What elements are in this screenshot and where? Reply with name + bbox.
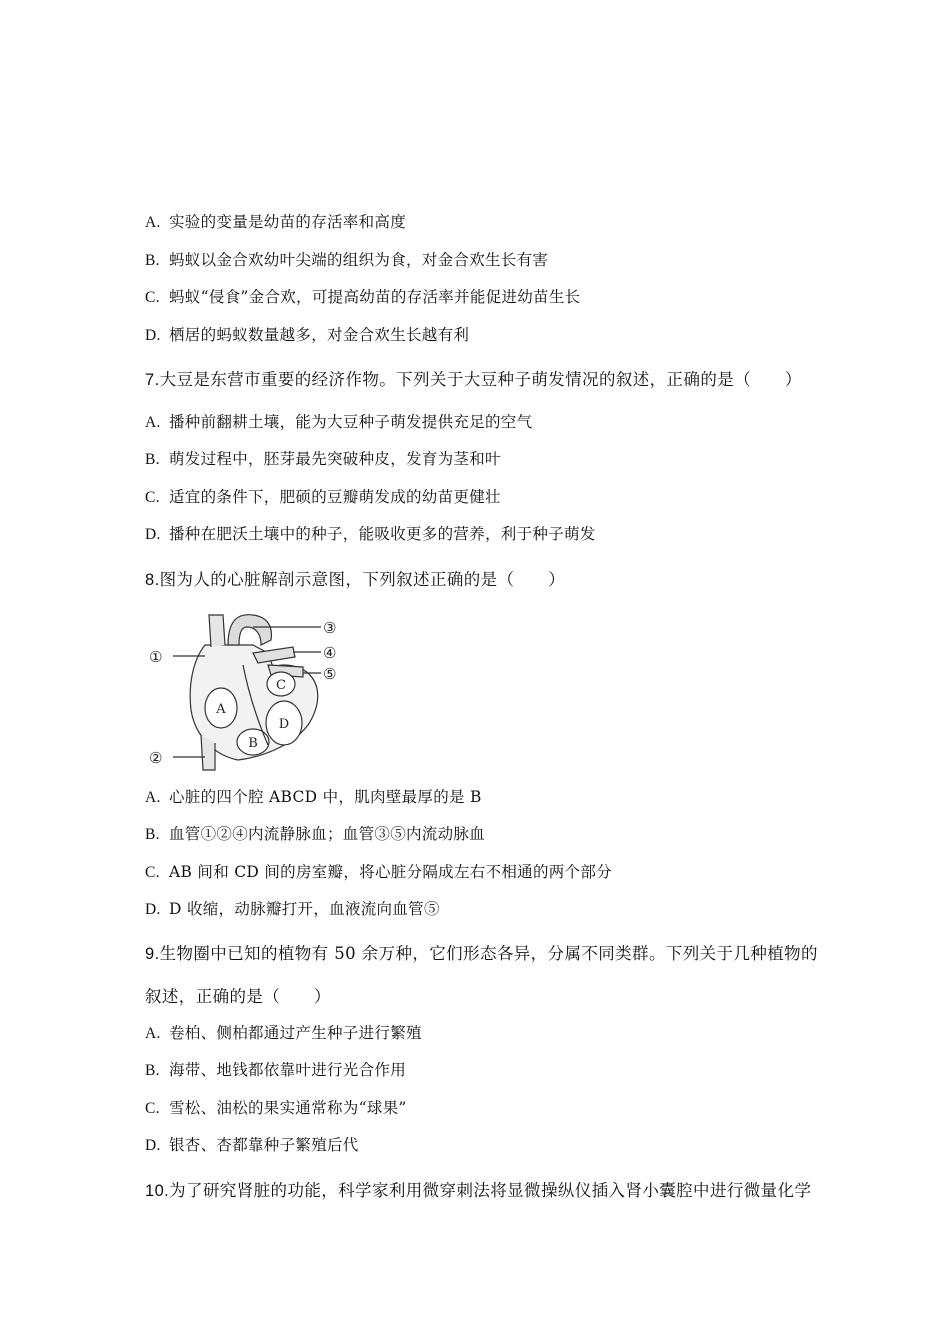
option-text: 栖居的蚂蚁数量越多，对金合欢生长越有利	[169, 326, 470, 344]
question-number: 9.	[145, 945, 160, 963]
option-text: 血管①②④内流静脉血；血管③⑤内流动脉血	[169, 825, 486, 843]
label-n2: ②	[149, 749, 163, 767]
option-key: B.	[145, 252, 160, 269]
q8-option-c	[145, 860, 612, 882]
question-number: 7.	[145, 371, 160, 389]
option-key: A.	[145, 414, 161, 431]
option-text: 播种在肥沃土壤中的种子，能吸收更多的营养，利于种子萌发	[169, 525, 596, 543]
q8-option-d	[145, 897, 440, 919]
heart-diagram	[143, 605, 348, 775]
label-n4: ④	[323, 644, 337, 662]
option-text: 心脏的四个腔 ABCD 中，肌肉壁最厚的是 B	[169, 788, 482, 806]
question-text: 叙述，正确的是（ ）	[145, 987, 331, 1006]
option-key: C.	[145, 289, 160, 306]
option-text: 萌发过程中，胚芽最先突破种皮，发育为茎和叶	[169, 450, 501, 468]
q6-option-a	[145, 210, 406, 232]
q9-option-d	[145, 1133, 359, 1155]
option-key: D.	[145, 526, 161, 543]
label-n1: ①	[149, 648, 163, 666]
question-number: 10.	[145, 1182, 170, 1200]
q6-option-c	[145, 285, 580, 307]
option-text: 适宜的条件下，肥硕的豆瓣萌发成的幼苗更健壮	[169, 488, 501, 506]
question-number: 8.	[145, 571, 160, 589]
option-key: B.	[145, 451, 160, 468]
option-key: D.	[145, 1137, 161, 1154]
q7-option-b	[145, 447, 501, 469]
q8-stem	[145, 566, 565, 590]
option-key: A.	[145, 214, 161, 231]
option-key: B.	[145, 1062, 160, 1079]
q9-option-a	[145, 1021, 422, 1043]
q7-stem	[145, 366, 802, 390]
label-c: C	[276, 678, 286, 693]
option-key: A.	[145, 1025, 161, 1042]
option-key: D.	[145, 901, 161, 918]
q7-option-c	[145, 485, 501, 507]
option-key: A.	[145, 789, 161, 806]
option-text: 播种前翻耕土壤，能为大豆种子萌发提供充足的空气	[169, 413, 533, 431]
label-d: D	[278, 717, 290, 732]
option-key: C.	[145, 489, 160, 506]
question-text: 大豆是东营市重要的经济作物。下列关于大豆种子萌发情况的叙述，正确的是（ ）	[159, 370, 802, 389]
q9-option-b	[145, 1058, 406, 1080]
option-text: 卷柏、侧柏都通过产生种子进行繁殖	[169, 1024, 422, 1042]
question-text: 生物圈中已知的植物有 50 余万种，它们形态各异，分属不同类群。下列关于几种植物的	[159, 944, 818, 963]
label-a: A	[216, 702, 226, 717]
option-text: AB 间和 CD 间的房室瓣，将心脏分隔成左右不相通的两个部分	[169, 863, 612, 881]
option-key: C.	[145, 864, 160, 881]
q7-option-a	[145, 410, 532, 432]
option-text: D 收缩，动脉瓣打开，血液流向血管⑤	[169, 900, 440, 918]
q6-option-b	[145, 248, 548, 270]
label-b: B	[248, 736, 258, 751]
option-text: 海带、地钱都依靠叶进行光合作用	[169, 1061, 407, 1079]
question-text: 图为人的心脏解剖示意图，下列叙述正确的是（ ）	[159, 570, 566, 589]
q10-stem	[145, 1177, 811, 1201]
option-key: D.	[145, 327, 161, 344]
option-text: 蚂蚁“侵食”金合欢，可提高幼苗的存活率并能促进幼苗生长	[169, 288, 581, 306]
q6-option-d	[145, 323, 469, 345]
option-text: 实验的变量是幼苗的存活率和高度	[169, 213, 407, 231]
q9-option-c	[145, 1096, 407, 1118]
option-key: B.	[145, 826, 160, 843]
vessel-left	[209, 615, 225, 647]
option-text: 蚂蚁以金合欢幼叶尖端的组织为食，对金合欢生长有害	[169, 251, 549, 269]
q8-option-b	[145, 822, 485, 844]
q7-option-d	[145, 522, 596, 544]
q9-stem-line1	[145, 940, 818, 964]
label-n5: ⑤	[323, 665, 337, 683]
aorta	[228, 615, 271, 645]
question-text: 为了研究肾脏的功能，科学家利用微穿刺法将显微操纵仪插入肾小囊腔中进行微量化学	[169, 1181, 812, 1200]
option-text: 银杏、杏都靠种子繁殖后代	[169, 1136, 359, 1154]
option-text: 雪松、油松的果实通常称为“球果”	[169, 1099, 407, 1117]
option-key: C.	[145, 1100, 160, 1117]
label-n3: ③	[323, 619, 337, 637]
q9-stem-line2	[145, 983, 331, 1007]
q8-option-a	[145, 785, 482, 807]
